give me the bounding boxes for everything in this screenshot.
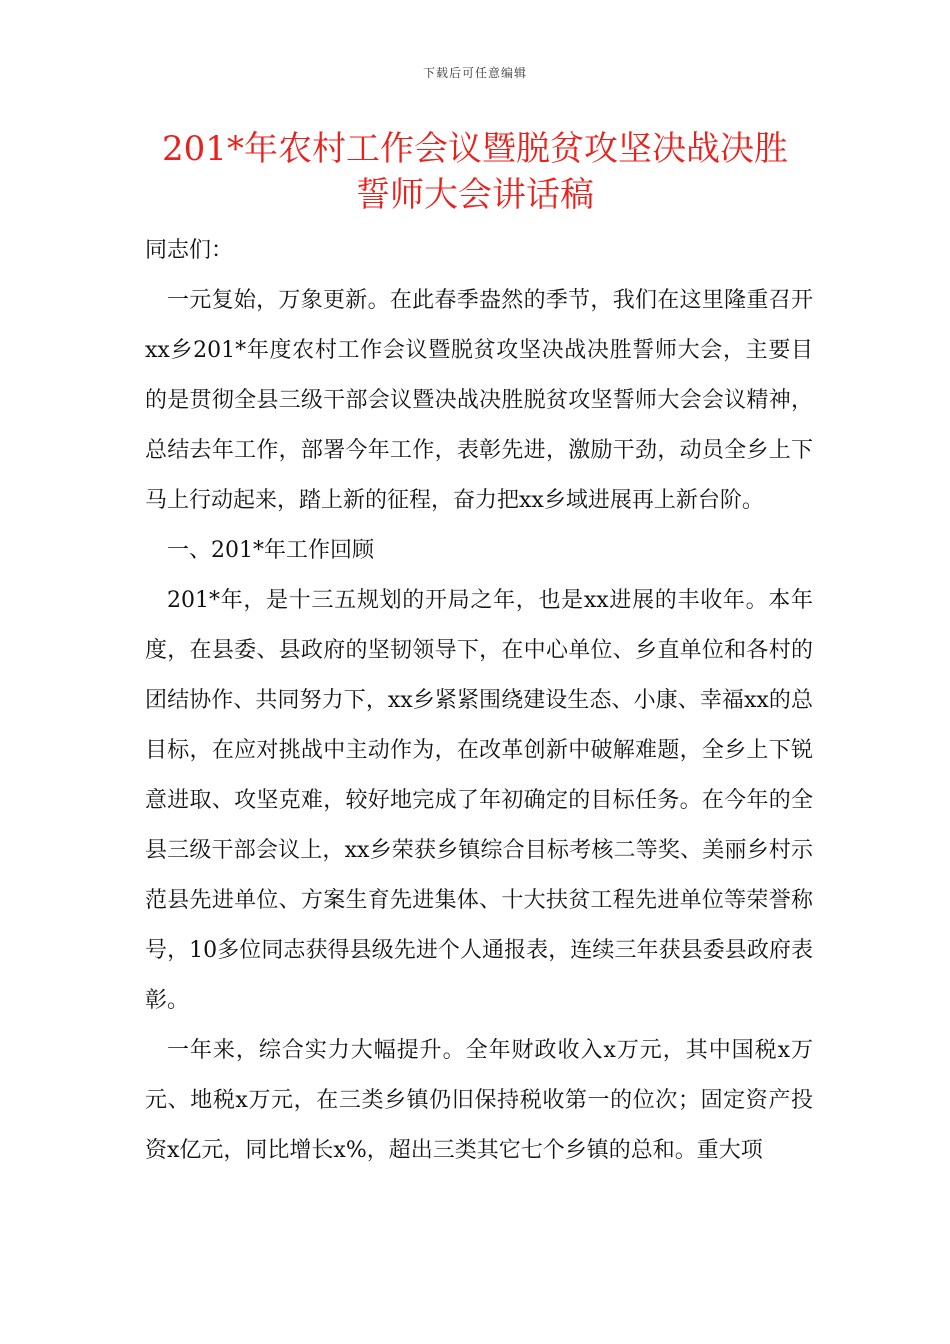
- section-heading-1: 一、201*年工作回顾: [167, 538, 374, 563]
- document-body: [145, 226, 813, 1176]
- paragraph-strength: 一年来，综合实力大幅提升。全年财政收入x万元，其中国税x万元、地税x万元，在三类乡镇仍旧保持税收第一的位次；固定资产投资x亿元，同比增长x%，超出三类其它七个乡镇的总和。重大项: [145, 1038, 813, 1163]
- paragraph-intro: 一元复始，万象更新。在此春季盎然的季节，我们在这里隆重召开xx乡201*年度农村工作会议暨脱贫攻坚决战决胜誓师大会，主要目的是贯彻全县三级干部会议暨决战决胜脱贫攻坚誓师大会会议精神，总结去年工作，部署今年工作，表彰先进，激励干劲，动员全乡上下马上行动起来，踏上新的征程，奋力把xx乡域进展再上新台阶。: [145, 288, 813, 513]
- salutation: 同志们：: [145, 238, 234, 263]
- title-line-1: 201*年农村工作会议暨脱贫攻坚决战决胜: [162, 129, 788, 169]
- document-title: [100, 126, 850, 218]
- title-line-2: 誓师大会讲话稿: [356, 175, 594, 215]
- paragraph-review: 201*年，是十三五规划的开局之年，也是xx进展的丰收年。本年度，在县委、县政府的坚韧领导下，在中心单位、乡直单位和各村的团结协作、共同努力下，xx乡紧紧围绕建设生态、小康、幸福xx的总目标，在应对挑战中主动作为，在改革创新中破解难题，全乡上下锐意进取、攻坚克难，较好地完成了年初确定的目标任务。在今年的全县三级干部会议上，xx乡荣获乡镇综合目标考核二等奖、美丽乡村示范县先进单位、方案生育先进集体、十大扶贫工程先进单位等荣誉称号，10多位同志获得县级先进个人通报表，连续三年获县委县政府表彰。: [145, 588, 813, 1013]
- header-note: 下载后可任意编辑: [422, 66, 527, 80]
